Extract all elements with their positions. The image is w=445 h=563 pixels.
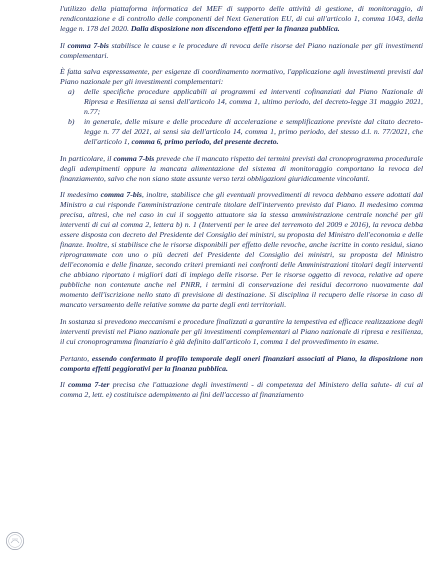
list-item: a) delle specifiche procedure applicabili ai programmi ed interventi cofinanziati dal Piano Nazionale di Ripresa e Resilienza ai sensi dell'articolo 14, comma 1, ultimo periodo, del decreto-legge 31 maggio 2021, n.77;	[68, 87, 423, 117]
bold-no-effects: Dalla disposizione non discendono effetti per la finanza pubblica.	[130, 24, 340, 33]
paragraph-provvedimenti-revoca: Il medesimo comma 7-bis, inoltre, stabilisce che gli eventuali provvedimenti di revoca debbano essere adottati dal Ministro a cui risponde l'amministrazione centrale titolare dell'intervento previsto dal Piano. Il medesimo comma precisa, altresì, che nel caso in cui il soggetto attuatore sia la stessa amministrazione centrale nonché per gli interventi di cui al comma 2, lettera b) n. 1 (Interventi per le aree del terremoto del 2009 e 2016), la revoca debba essere disposta con decreto del Presidente del Consiglio dei ministri, su proposta del Ministro dell'economia e delle finanze. Inoltre, si stabilisce che le risorse disponibili per effetto delle revoche, anche iscritte in conto residui, siano riprogrammate con uno o più decreti del Presidente del Consiglio dei ministri, su proposta del Ministro dell'economia e delle finanze, secondo criteri premianti nei confronti delle Amministrazioni titolari degli interventi che abbiano riportato i migliori dati di impiego delle risorse. Per le risorse oggetto di revoca, relative ad opere pubbliche non contenute anche nel PNRR, i termini di conservazione dei residui decorrono nuovamente dal momento dell'iscrizione nello stato di previsione di destinazione. Si disciplina il recupero delle risorse in caso di mancato versamento delle relative somme da parte degli enti territoriali.	[60, 190, 424, 310]
paragraph-comma-7bis-intro: Il comma 7-bis stabilisce le cause e le procedure di revoca delle risorse del Piano nazionale per gli investimenti complementari.	[60, 40, 423, 60]
list-item: b) in generale, delle misure e delle procedure di accelerazione e semplificazione previste dal citato decreto-legge n. 77 del 2021, ai sensi sia dell'articolo 14, comma 1, primo periodo, del stesso d.l. n. 77/2021, che dell'articolo 1, comma 6, primo periodo, del presente decreto.	[68, 117, 423, 147]
paragraph-in-sostanza: In sostanza si prevedono meccanismi e procedure finalizzati a garantire la tempestiva ed efficace realizzazione degli interventi previsti nel Piano nazionale per gli investimenti complementari al Piano nazionale di ripresa e resilienza, il cui cronoprogramma finanziario è già definito dall'articolo 1, comma 1 del provvedimento in esame.	[60, 316, 423, 346]
paragraph-revoca-cronoprogramma: In particolare, il comma 7-bis prevede che il mancato rispetto dei termini previsti dal cronoprogramma procedurale degli adempimenti oppure la mancata alimentazione del sistema di monitoraggio comportano la revoca del finanziamento, salvo che non siano state assunte verso terzi obbligazioni giuridicamente vincolanti.	[60, 153, 423, 183]
procedures-list	[60, 87, 423, 147]
paragraph-fatta-salva: È fatta salva espressamente, per esigenze di coordinamento normativo, l'applicazione agli investimenti previsti dal Piano nazionale per gli investimenti complementari:	[60, 67, 423, 87]
paragraph-pertanto: Pertanto, essendo confermato il profilo temporale degli oneri finanziari associati al Piano, la disposizione non comporta effetti peggiorativi per la finanza pubblica.	[60, 353, 423, 373]
paragraph-comma-7ter: Il comma 7-ter precisa che l'attuazione degli investimenti - di competenza del Ministero della salute- di cui al comma 2, lett. e) costituisce adempimento ai fini dell'accesso al finanziamento	[60, 380, 424, 400]
paragraph-mef-platform: l'utilizzo della piattaforma informatica del MEF di supporto delle attività di gestione, di monitoraggio, di rendicontazione e di controllo delle componenti del Next Generation EU, di cui all'articolo 1, comma 1043, della legge n. 178 del 2020. Dalla disposizione non discendono effetti per la finanza pubblica.	[60, 4, 423, 33]
seal-stamp-icon	[5, 531, 25, 551]
